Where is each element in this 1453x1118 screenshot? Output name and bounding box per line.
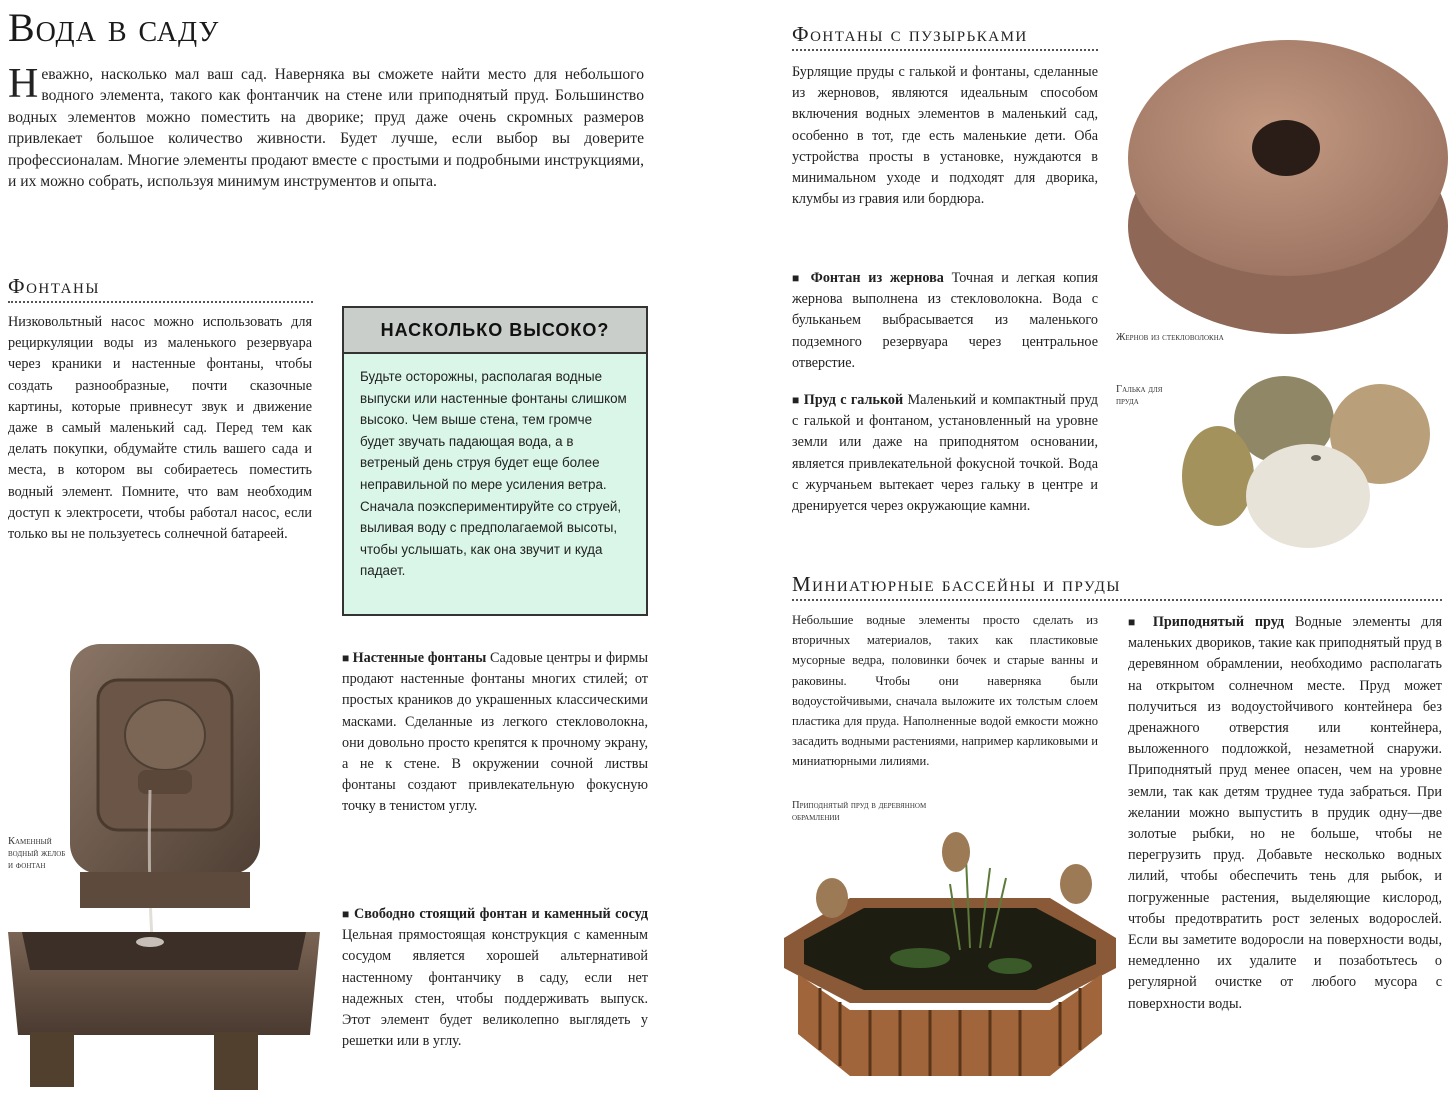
wall-fountains-block [342,648,648,818]
bubble-text: Бурлящие пруды с галькой и фонтаны, сделанные из жерновов, являются идеальным способом включения водных элементов в маленький сад, особенно в тот, где есть маленькие дети. Оба устройства просты в установке, нуждаются в минимальном уходе и подходят для дворика, клумбы из гравия или бордюра. [792,64,1098,208]
mini-heading: Миниатюрные бассейны и пруды [792,574,1442,601]
millstone-text: Точная и легкая копия жернова выполнена из стекловолокна. Вода с бульканьем выбрасывается из маленького подземного резервуара через центральное отверстие. [792,270,1098,371]
millstone-title: ■ Фонтан из жернова [792,270,944,286]
mini-text: Небольшие водные элементы просто сделать из вторичных материалов, таких как пластиковые мусорные ведра, половинки бочек и старые ванны и раковины. Чтобы они наверняка были водоустойчивыми, сначала выложите их толстым слоем пластика для пруда. Наполненные водой емкости можно засадить водными растениями, например карликовыми и миниатюрными лилиями. [792,613,1098,769]
intro-text: еважно, насколько мал ваш сад. Наверняка вы сможете найти место для небольшого водного элемента, такого как фонтанчик на стене или приподнятый пруд. Большинство водных элементов можно поместить на дворике; пруд даже очень скромных размеров привлекает большое количество живности. Будет лучше, если выбор вы доверите профессионалам. Многие элементы продают вместе с простыми и подробными инструкциями, и их можно собрать, используя минимум инструментов и опыта. [8,66,644,191]
drop-cap: Н [8,61,39,107]
note-heading: НАСКОЛЬКО ВЫСОКО? [344,308,646,354]
fountains-text: Низковольтный насос можно использовать для рециркуляции воды из маленького резервуара через краники и настенные фонтаны, чтобы создать разнообразные, почти сказочные картины, которые привнесут звук и движение даже в самый маленький сад. Перед тем как делать покупки, обдумайте стиль вашего сада и места, в котором вы собираетесь поместить водный элемент. Помните, что вам необходим доступ к электросети, чтобы работал насос, если только вы не пользуетесь солнечной батареей. [8,314,312,543]
pebble-title: ■ Пруд с галькой [792,392,903,408]
raised-pond-block [1128,612,1442,1015]
millstone-block [792,268,1098,374]
fountains-heading: Фонтаны [8,276,313,303]
millstone-caption: Жернов из стекловолокна [1116,332,1224,343]
pebble-text: Маленький и компактный пруд с галькой и фонтаном, установленный на уровне земли или даже на приподнятом основании, является привлекательной фокусной точкой. Вода с журчаньем вытекает через гальку в центре и дренируется через окружающие камни. [792,392,1098,515]
raised-pond-title: ■ Приподнятый пруд [1128,614,1284,630]
millstone-image [1122,8,1448,342]
pebble-block [792,390,1098,517]
intro-paragraph [8,61,644,192]
wall-fountains-text: Садовые центры и фирмы продают настенные фонтаны многих стилей; от простых краников до украшенных классическими масками. Сделанные из легкого стекловолокна, они довольно просто крепятся к прочному экрану, а не к стене. В окружении сочной листвы фонтаны создают привлекательную фокусную точку в тенистом углу. [342,650,649,815]
raised-pond-text: Водные элементы для маленьких двориков, такие как приподнятый пруд в деревянном обрамлении, необходимо располагать на открытом солнечном месте. Пруд может получиться из водоустойчивого контейнера без дренажного отверстия или контейнера, выложенного подложкой, незаметной снаружи. Приподнятый пруд менее опасен, чем на уровне земли, так как детям труднее туда забраться. При желании можно выпустить в прудик одну—две золотые рыбки, но не больше, чтобы не перегрузить пруд. Добавьте несколько водных лилий, чтобы обеспечить тень для рыбок, и погруженные растения, выделяющие кислород, чтобы предотвратить рост зеленых водорослей. Если вы заметите водоросли на поверхности воды, немедленно их удалите и позаботьтесь о регулярной очистке от любого мусора с поверхности воды. [1128,614,1443,1012]
bubble-heading: Фонтаны с пузырьками [792,24,1098,51]
page-title: Вода в саду [8,5,220,50]
pebble-caption: Галька для пруда [1116,384,1163,407]
note-box [342,306,648,616]
freestanding-block [342,904,648,1052]
raised-pond-image [780,828,1120,1088]
stone-fountain-caption: Каменный водный желоб и фонтан [8,836,66,871]
raised-pond-caption: Приподнятый пруд в деревянном обрамлении [792,800,927,823]
pebbles-image [1180,372,1442,554]
freestanding-text: Цельная прямостоящая конструкция с каменным сосудом является хорошей альтернативой настенному фонтанчику в саду, если нет надежных стен, чтобы поддерживать выпуск. Этот элемент будет великолепно выглядеть у решетки или в углу. [342,927,648,1050]
freestanding-title: ■ Свободно стоящий фонтан и каменный сосуд [342,906,648,922]
wall-fountains-title: ■ Настенные фонтаны [342,650,486,666]
note-text: Будьте осторожны, располагая водные выпуски или настенные фонтаны слишком высоко. Чем выше стена, тем громче будет звучать падающая вода, а в ветреный день струя будет еще более неправильной по мере усиления ветра. Сначала поэкспериментируйте со струей, выливая воду с предполагаемой высоты, чтобы услышать, как она звучит и куда падает. [360,369,627,579]
